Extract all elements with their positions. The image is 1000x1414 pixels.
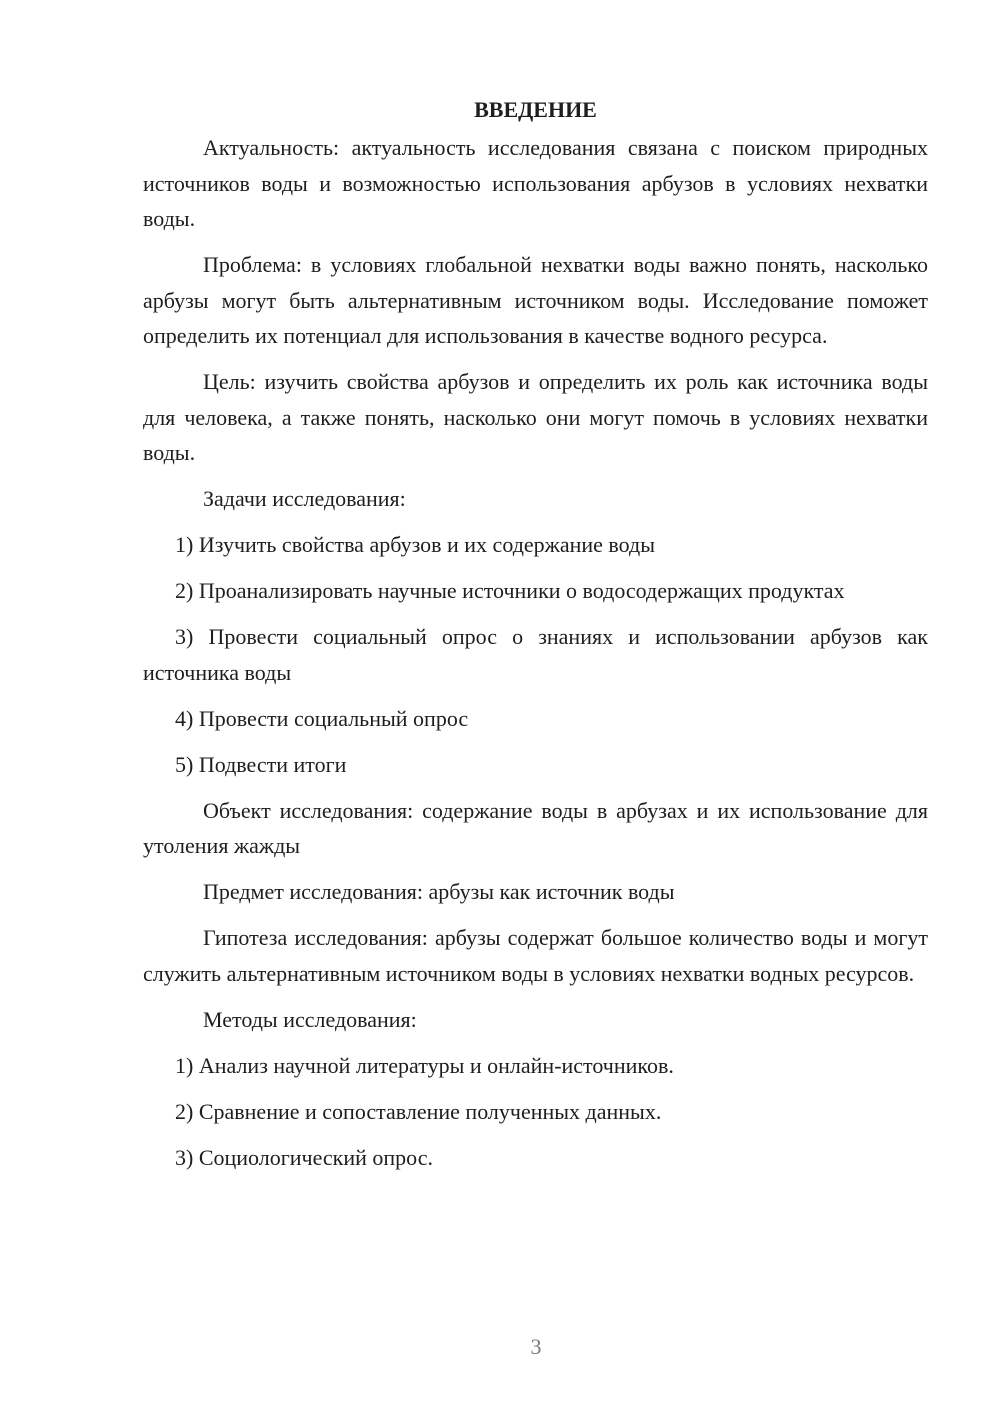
relevance-paragraph: Актуальность: актуальность исследования связана с поиском природных источников воды и возможностью использования арбузов в условиях нехватки воды. [143, 135, 928, 231]
methods-list [143, 1048, 928, 1176]
goal-paragraph: Цель: изучить свойства арбузов и определить их роль как источника воды для человека, а также понять, насколько они могут помочь в условиях нехватки воды. [143, 369, 928, 465]
list-item: 2) Сравнение и сопоставление полученных данных. [175, 1098, 662, 1124]
list-item: 1) Анализ научной литературы и онлайн-источников. [175, 1052, 674, 1078]
list-item: 5) Подвести итоги [175, 751, 347, 777]
list-item: 1) Изучить свойства арбузов и их содержание воды [175, 532, 656, 557]
tasks-label: Задачи исследования: [203, 486, 406, 511]
tasks-list [143, 527, 928, 782]
list-item: 3) Провести социальный опрос о знаниях и использовании арбузов как источника воды [143, 624, 928, 685]
object-paragraph: Объект исследования: содержание воды в арбузах и их использование для утоления жажды [143, 797, 928, 858]
hypothesis-paragraph: Гипотеза исследования: арбузы содержат большое количество воды и могут служить альтернативным источником воды в условиях нехватки водных ресурсов. [143, 925, 928, 986]
page-number: 3 [530, 1334, 542, 1359]
section-heading: ВВЕДЕНИЕ [474, 97, 597, 122]
list-item: 4) Провести социальный опрос [175, 705, 469, 731]
page-content [143, 92, 928, 1186]
list-item: 2) Проанализировать научные источники о водосодержащих продуктах [175, 578, 845, 603]
subject-paragraph: Предмет исследования: арбузы как источник воды [203, 879, 675, 904]
methods-label: Методы исследования: [203, 1006, 417, 1032]
problem-paragraph: Проблема: в условиях глобальной нехватки воды важно понять, насколько арбузы могут быть альтернативным источником воды. Исследование поможет определить их потенциал для использования в качестве водного ресурса. [143, 252, 928, 348]
list-item: 3) Социологический опрос. [175, 1144, 433, 1170]
